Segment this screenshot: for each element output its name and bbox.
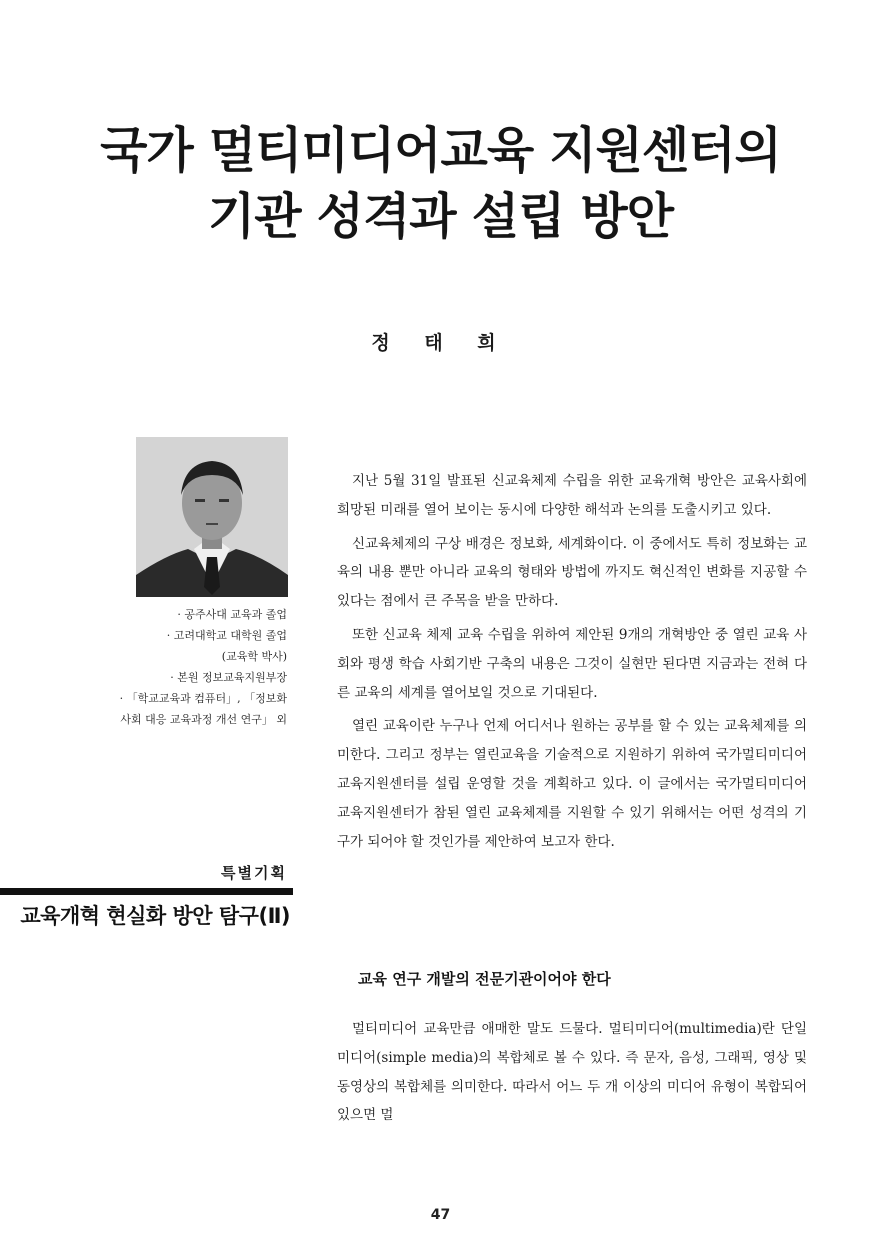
- section-heading: 교육 연구 개발의 전문기관이어야 한다: [358, 970, 611, 988]
- author-bio: [87, 604, 287, 730]
- article-body: [337, 467, 807, 861]
- bio-line: · 본원 정보교육지원부장: [170, 671, 287, 684]
- special-feature-label: 특별기획: [221, 864, 287, 882]
- bio-line: · 고려대학교 대학원 졸업: [166, 629, 287, 642]
- body-paragraph: 지난 5월 31일 발표된 신교육체제 수립을 위한 교육개혁 방안은 교육사회에 희망된 미래를 열어 보이는 동시에 다양한 해석과 논의를 도출시키고 있다.: [337, 473, 807, 518]
- bio-line: 사회 대응 교육과정 개선 연구」 외: [120, 713, 287, 726]
- page-number: 47: [430, 1207, 451, 1223]
- series-title: 교육개혁 현실화 방안 탐구(Ⅱ): [20, 904, 290, 928]
- section-rule: [0, 888, 293, 895]
- body-paragraph: 또한 신교육 체제 교육 수립을 위하여 제안된 9개의 개혁방안 중 열린 교육 사회와 평생 학습 사회기반 구축의 내용은 그것이 실현만 된다면 지금과는 전혀 다른 교육의 세계를 열어보일 것으로 기대된다.: [337, 626, 807, 701]
- body-paragraph: 신교육체제의 구상 배경은 정보화, 세계화이다. 이 중에서도 특히 정보화는 교육의 내용 뿐만 아니라 교육의 형태와 방법에 까지도 혁신적인 변화를 지공할 수 있다는 점에서 큰 주목을 받을 만하다.: [337, 535, 807, 610]
- author-photo: [136, 437, 288, 597]
- bio-line: · 공주사대 교육과 졸업: [177, 608, 287, 621]
- bio-line: · 「학교교육과 컴퓨터」, 「정보화: [119, 692, 287, 705]
- article-title: [0, 118, 881, 250]
- section-body: [337, 1015, 807, 1135]
- title-line-1: 국가 멀티미디어교육 지원센터의: [100, 122, 781, 179]
- body-paragraph: 열린 교육이란 누구나 언제 어디서나 원하는 공부를 할 수 있는 교육체제를 의미한다. 그리고 정부는 열린교육을 기술적으로 지원하기 위하여 국가멀티미디어 교육지원센터를 설립 운영할 것을 계획하고 있다. 이 글에서는 국가멀티미디어 교육지원센터가 참된 열린 교육체제를 지원할 수 있기 위해서는 어떤 성격의 기구가 되어야 할 것인가를 제안하여 보고자 한다.: [337, 718, 807, 850]
- body-paragraph: 멀티미디어 교육만큼 애매한 말도 드물다. 멀티미디어(multimedia)란 단일 미디어(simple media)의 복합체로 볼 수 있다. 즉 문자, 음성, 그래픽, 영상 및 동영상의 복합체를 의미한다. 따라서 어느 두 개 이상의 미디어 유형이 복합되어 있으면 멀: [337, 1021, 807, 1124]
- title-line-2: 기관 성격과 설립 방안: [207, 188, 674, 245]
- bio-line: (교육학 박사): [221, 650, 287, 663]
- author-name: 정 태 희: [371, 332, 510, 354]
